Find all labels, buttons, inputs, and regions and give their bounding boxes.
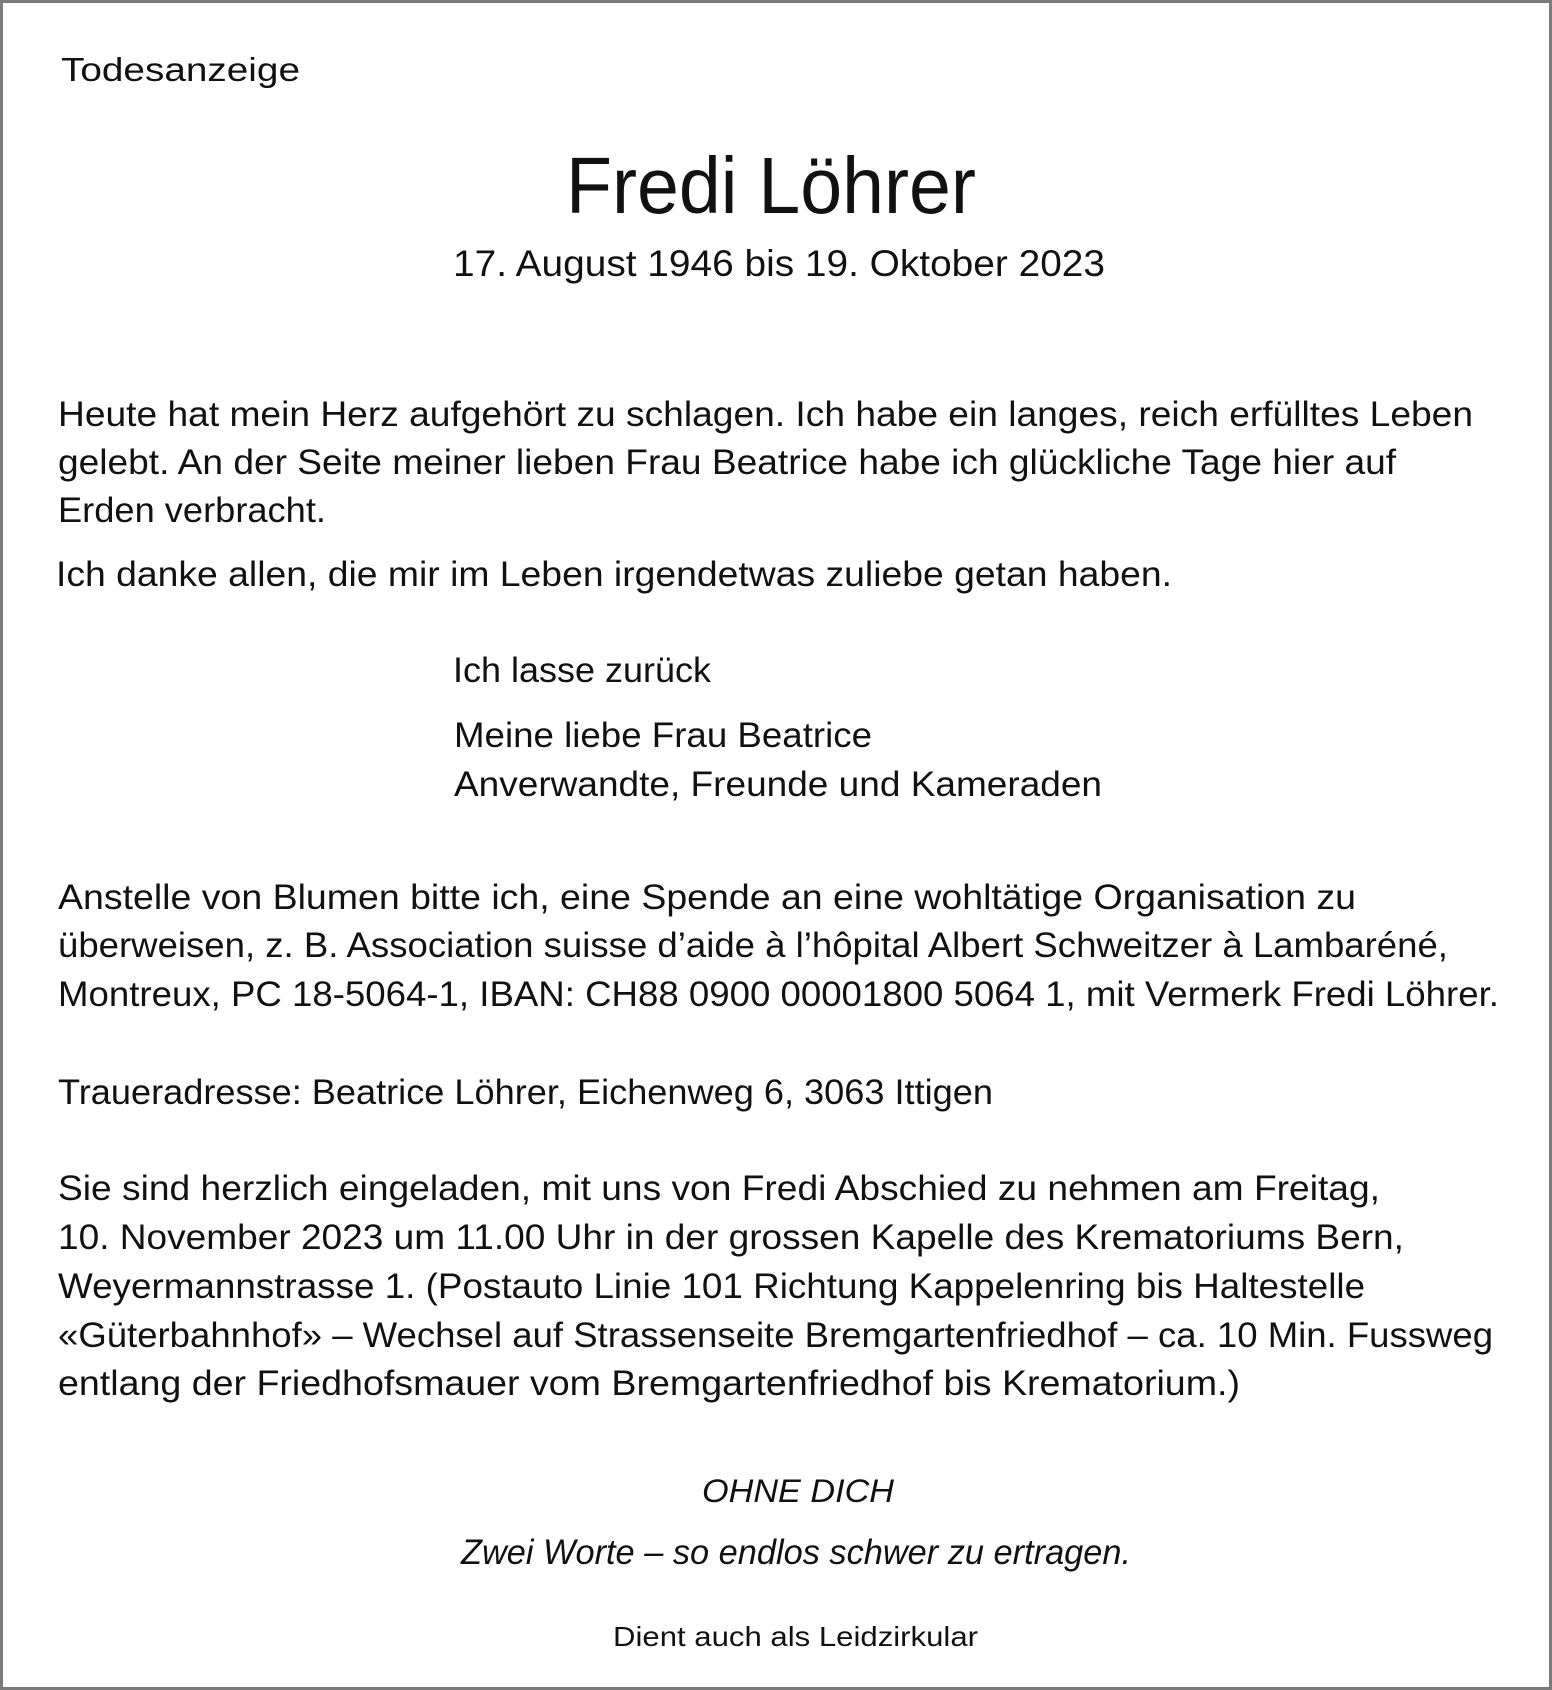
- survivor-line: Meine liebe Frau Beatrice: [454, 716, 872, 755]
- donation-line: überweisen, z. B. Association suisse d’aide à l’hôpital Albert Schweitzer à Lambaréné,: [58, 926, 1448, 965]
- notice-type-label: Todesanzeige: [61, 51, 300, 88]
- footer-note: Dient auch als Leidzirkular: [612, 1621, 978, 1652]
- ceremony-line: Weyermannstrasse 1. (Postauto Linie 101 Richtung Kappelenring bis Haltestelle: [58, 1267, 1366, 1306]
- quote-text: Zwei Worte – so endlos schwer zu ertragen.: [461, 1533, 1132, 1572]
- ceremony-line: «Güterbahnhof» – Wechsel auf Strassenseite Bremgartenfriedhof – ca. 10 Min. Fussweg: [58, 1316, 1494, 1355]
- survivor-line: Anverwandte, Freunde und Kameraden: [454, 765, 1103, 804]
- donation-line: Anstelle von Blumen bitte ich, eine Spende an eine wohltätige Organisation zu: [58, 878, 1356, 917]
- mourning-address: Traueradresse: Beatrice Löhrer, Eichenweg 6, 3063 Ittigen: [58, 1073, 993, 1112]
- survivors-heading: Ich lasse zurück: [453, 651, 711, 690]
- ceremony-line: entlang der Friedhofsmauer vom Bremgartenfriedhof bis Krematorium.): [58, 1364, 1240, 1403]
- ceremony-line: 10. November 2023 um 11.00 Uhr in der grossen Kapelle des Krematoriums Bern,: [58, 1218, 1404, 1257]
- farewell-line: gelebt. An der Seite meiner lieben Frau Beatrice habe ich glückliche Tage hier auf: [58, 443, 1397, 482]
- life-dates: 17. August 1946 bis 19. Oktober 2023: [453, 243, 1105, 284]
- farewell-line: Heute hat mein Herz aufgehört zu schlagen. Ich habe ein langes, reich erfülltes Leben: [58, 395, 1474, 434]
- ceremony-line: Sie sind herzlich eingeladen, mit uns von Fredi Abschied zu nehmen am Freitag,: [58, 1169, 1380, 1208]
- thanks-line: Ich danke allen, die mir im Leben irgendetwas zuliebe getan haben.: [56, 555, 1172, 594]
- farewell-line: Erden verbracht.: [58, 491, 326, 530]
- deceased-name: Fredi Löhrer: [566, 141, 976, 230]
- donation-line: Montreux, PC 18-5064-1, IBAN: CH88 0900 00001800 5064 1, mit Vermerk Fredi Löhrer.: [58, 975, 1499, 1014]
- quote-title: OHNE DICH: [702, 1473, 895, 1509]
